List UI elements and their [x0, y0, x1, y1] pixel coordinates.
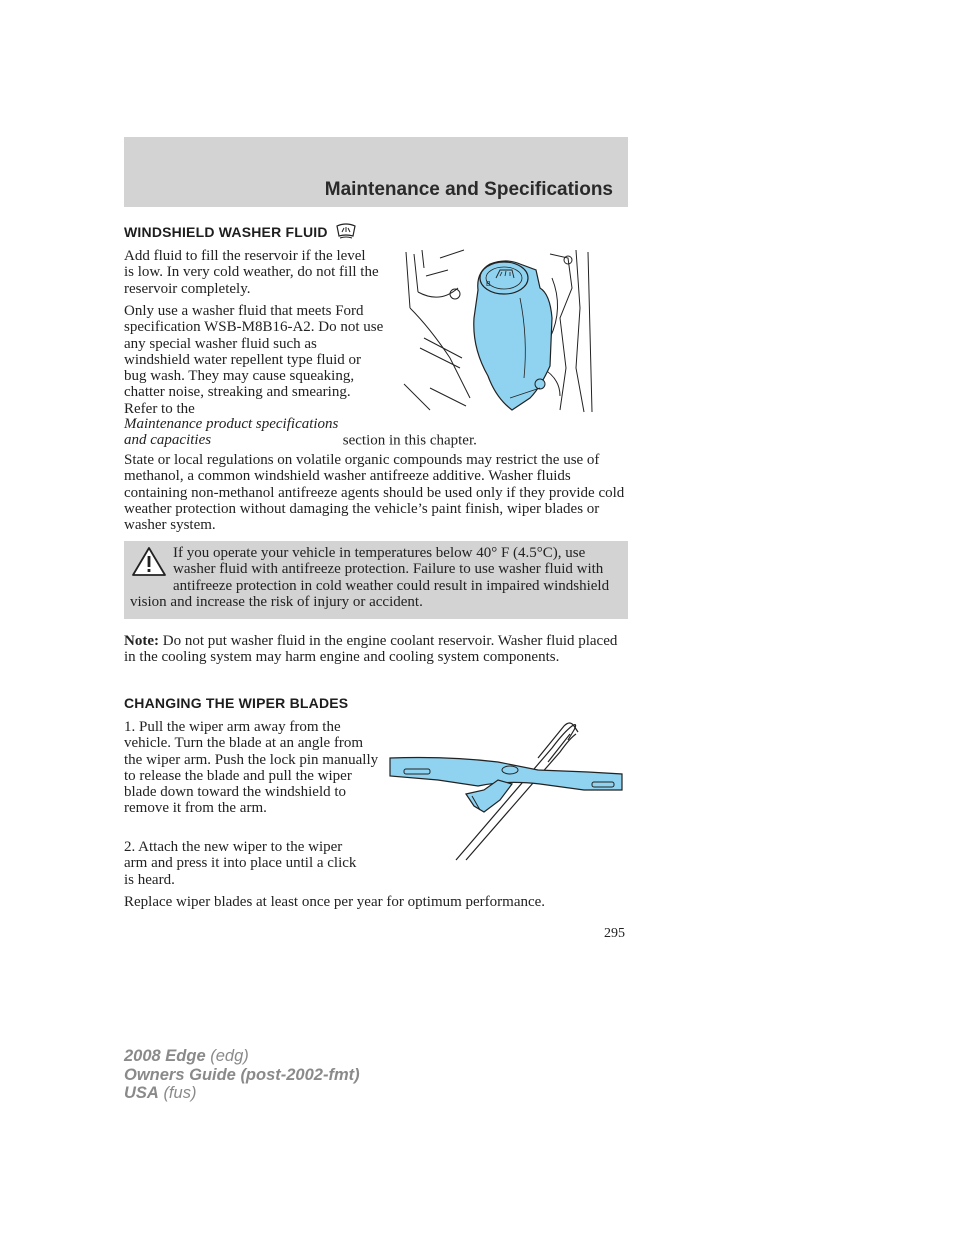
wiper-blade-illustration: [388, 718, 624, 862]
washer-fluid-heading-text: WINDSHIELD WASHER FLUID: [124, 224, 328, 240]
footer-line-2: [124, 1066, 360, 1085]
footer-model: 2008 Edge: [124, 1047, 206, 1065]
washer-para-2-main: Only use a washer fluid that meets Ford specification WSB-M8B16-A2. Do not use any special washer fluid such as windshield water repellent type fluid or bug wash. They may cause squeaking, chatter noise, streaking and smearing. Refer to the: [124, 303, 384, 417]
wiper-blades-heading: CHANGING THE WIPER BLADES: [124, 695, 349, 711]
wiper-step-2-text: 2. Attach the new wiper to the wiper arm and press it into place until a click is heard.: [124, 839, 357, 888]
washer-para-2-tail: section in this chapter.: [342, 432, 477, 449]
footer-model-code: (edg): [210, 1047, 249, 1065]
note-text: Do not put washer fluid in the engine coolant reservoir. Washer fluid placed in the cooling system may harm engine and cooling system components.: [124, 633, 618, 666]
washer-para-1-text: Add fluid to fill the reservoir if the level is low. In very cold weather, do not fill the reservoir completely.: [124, 248, 379, 297]
footer-guide-name: Owners Guide (post-2002-fmt): [124, 1065, 360, 1084]
warning-text: If you operate your vehicle in temperatures below 40° F (4.5°C), use washer fluid with antifreeze protection. Failure to use washer fluid with antifreeze protection in cold weather could result in impaired windshield vision and increase the risk of injury or accident.: [130, 545, 610, 610]
maintenance-specs-reference: Maintenance product specifications and capacities: [124, 416, 339, 449]
washer-para-1: [124, 248, 379, 297]
note-label: Note:: [124, 633, 159, 649]
windshield-washer-icon: [335, 222, 357, 240]
svg-text:B: B: [486, 281, 491, 288]
warning-triangle-icon: [130, 545, 168, 579]
chapter-title: Maintenance and Specifications: [324, 179, 613, 200]
washer-para-2-continuation: [124, 416, 628, 449]
wiper-step-1: [124, 719, 379, 817]
note-paragraph: [124, 633, 628, 666]
document-footer: [124, 1047, 360, 1103]
footer-market: USA: [124, 1084, 159, 1102]
page-number: 295: [604, 926, 625, 941]
washer-para-3-text: State or local regulations on volatile organic compounds may restrict the use of methanol, a common windshield washer antifreeze additive. Washer fluids containing non-methanol antifreeze agents should be used only if they provide cold weather protection without damaging the vehicle’s paint finish, wiper blades or washer system.: [124, 452, 625, 534]
wiper-closing-text: Replace wiper blades at least once per year for optimum performance.: [124, 894, 546, 910]
wiper-step-1-text: 1. Pull the wiper arm away from the vehicle. Turn the blade at an angle from the wiper arm. Push the lock pin manually to release the blade and pull the wiper blade down toward the windshield to remove it from the arm.: [124, 719, 379, 817]
wiper-step-2: [124, 839, 364, 888]
footer-market-code: (fus): [163, 1084, 197, 1102]
chapter-header-band: [124, 137, 628, 207]
washer-reservoir-illustration: [400, 248, 596, 414]
warning-content: [130, 545, 622, 610]
footer-line-3: [124, 1084, 360, 1103]
washer-fluid-heading: [124, 222, 357, 240]
warning-box: [124, 541, 628, 619]
wiper-closing-paragraph: [124, 894, 628, 910]
washer-para-2: [124, 303, 386, 417]
footer-line-1: [124, 1047, 360, 1066]
washer-para-3: [124, 452, 628, 533]
